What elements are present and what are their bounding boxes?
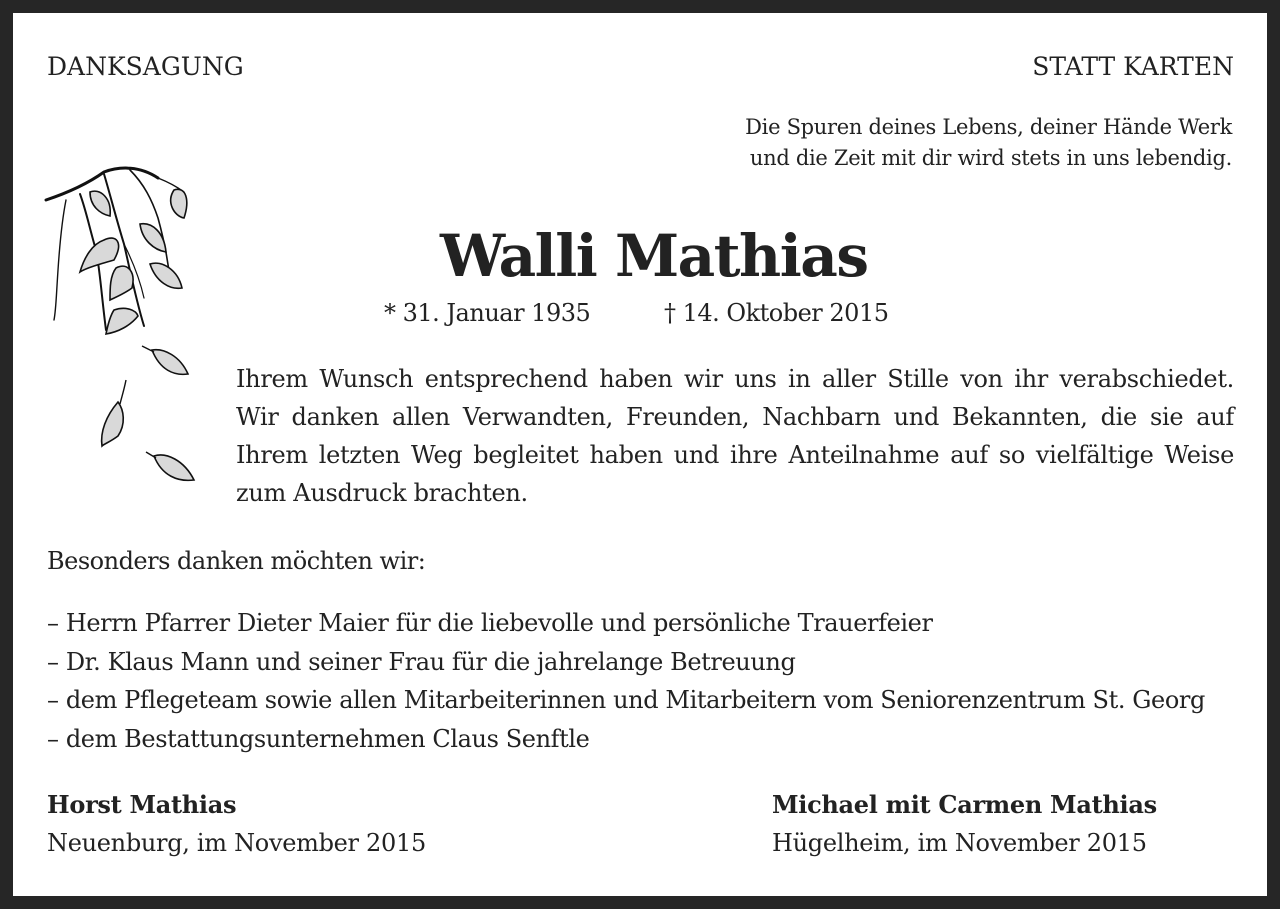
birch-branch-icon xyxy=(40,160,210,500)
signature-place: Neuenburg, im November 2015 xyxy=(47,829,426,857)
signature-name: Michael mit Carmen Mathias xyxy=(772,790,1157,819)
death-date: † 14. Oktober 2015 xyxy=(664,299,889,327)
thanks-list xyxy=(47,604,1205,758)
thanks-intro: Besonders danken möchten wir: xyxy=(47,547,426,575)
list-item: – dem Bestattungsunternehmen Claus Senftle xyxy=(47,724,590,753)
message-line: zum Ausdruck brachten. xyxy=(236,479,528,507)
message-paragraph xyxy=(236,360,1234,512)
deceased-name: Walli Mathias xyxy=(440,222,868,290)
message-line: Ihrem Wunsch entsprechend haben wir uns in aller Stille von ihr verabschiedet. xyxy=(236,365,1234,393)
list-item: – dem Pflegeteam sowie allen Mitarbeiterinnen und Mitarbeitern vom Seniorenzentrum St. Georg xyxy=(47,686,1205,714)
motto-line: und die Zeit mit dir wird stets in uns lebendig. xyxy=(749,146,1232,170)
signature-place: Hügelheim, im November 2015 xyxy=(772,829,1147,857)
list-item: – Herrn Pfarrer Dieter Maier für die liebevolle und persönliche Trauerfeier xyxy=(47,609,933,637)
header-statt-karten: STATT KARTEN xyxy=(1032,52,1234,81)
motto-line: Die Spuren deines Lebens, deiner Hände Werk xyxy=(745,115,1232,139)
list-item: – Dr. Klaus Mann und seiner Frau für die jahrelange Betreuung xyxy=(47,647,796,676)
header-danksagung: DANKSAGUNG xyxy=(47,52,244,81)
message-line: Ihrem letzten Weg begleitet haben und ihre Anteilnahme auf so vielfältige Weise xyxy=(236,441,1234,469)
motto-verse xyxy=(745,112,1232,174)
message-line: Wir danken allen Verwandten, Freunden, Nachbarn und Bekannten, die sie auf xyxy=(236,403,1234,431)
birth-date: * 31. Januar 1935 xyxy=(384,299,591,327)
signature-name: Horst Mathias xyxy=(47,790,237,819)
